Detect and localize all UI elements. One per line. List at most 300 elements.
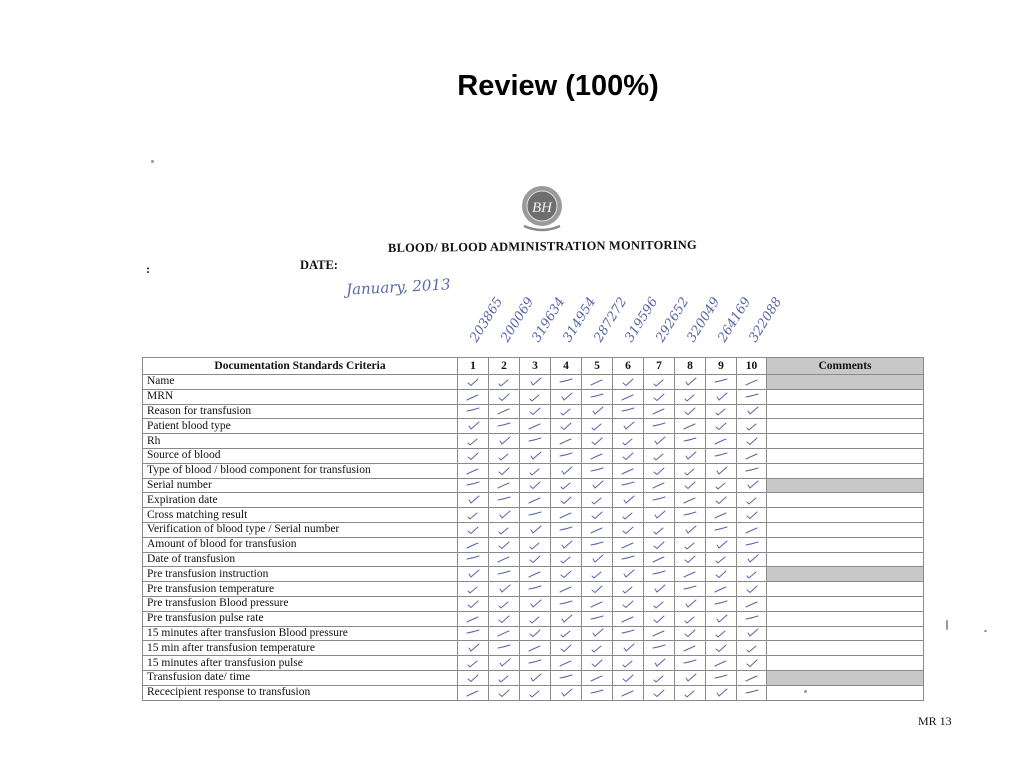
check-cell — [489, 478, 520, 493]
check-mark-icon — [589, 642, 605, 654]
check-cell — [613, 596, 644, 611]
check-cell — [706, 656, 737, 671]
check-cell — [706, 626, 737, 641]
check-mark-icon — [496, 553, 512, 565]
check-cell — [644, 508, 675, 523]
check-mark-icon — [465, 598, 481, 610]
criteria-label: 15 minutes after transfusion pulse — [143, 656, 458, 671]
check-mark-icon — [527, 376, 543, 388]
table-header-row — [143, 358, 924, 375]
check-mark-icon — [682, 627, 698, 639]
comment-cell — [767, 389, 924, 404]
check-mark-icon — [682, 687, 698, 699]
check-mark-icon — [651, 376, 667, 388]
check-mark-icon — [651, 450, 667, 462]
check-mark-icon — [558, 627, 574, 639]
table-row — [143, 508, 924, 523]
check-cell — [706, 611, 737, 626]
comment-cell — [767, 434, 924, 449]
comment-cell — [767, 641, 924, 656]
check-mark-icon — [620, 583, 636, 595]
check-mark-icon — [744, 391, 760, 403]
check-mark-icon — [496, 405, 512, 417]
check-mark-icon — [527, 539, 543, 551]
check-cell — [644, 537, 675, 552]
table-row — [143, 419, 924, 434]
check-mark-icon — [527, 553, 543, 565]
check-cell — [551, 670, 582, 685]
comment-cell — [767, 463, 924, 478]
comment-cell — [767, 596, 924, 611]
check-cell — [644, 404, 675, 419]
check-mark-icon — [713, 613, 729, 625]
check-mark-icon — [744, 598, 760, 610]
comment-cell — [767, 582, 924, 597]
comment-cell — [767, 478, 924, 493]
check-cell — [675, 611, 706, 626]
criteria-label: Reason for transfusion — [143, 404, 458, 419]
check-mark-icon — [589, 627, 605, 639]
check-cell — [551, 685, 582, 700]
check-mark-icon — [589, 494, 605, 506]
table-body — [143, 375, 924, 701]
check-mark-icon — [744, 524, 760, 536]
criteria-label: Date of transfusion — [143, 552, 458, 567]
check-mark-icon — [682, 672, 698, 684]
check-cell — [551, 611, 582, 626]
check-cell — [458, 567, 489, 582]
check-mark-icon — [713, 391, 729, 403]
check-cell — [520, 567, 551, 582]
check-cell — [706, 582, 737, 597]
check-mark-icon — [558, 450, 574, 462]
check-mark-icon — [620, 613, 636, 625]
check-mark-icon — [713, 553, 729, 565]
check-cell — [706, 404, 737, 419]
check-cell — [644, 448, 675, 463]
check-mark-icon — [744, 553, 760, 565]
check-cell — [489, 404, 520, 419]
check-mark-icon — [496, 657, 512, 669]
footer-code: MR 13 — [918, 714, 952, 728]
criteria-label: 15 min after transfusion temperature — [143, 641, 458, 656]
check-cell — [582, 596, 613, 611]
check-mark-icon — [465, 465, 481, 477]
check-mark-icon — [465, 494, 481, 506]
check-mark-icon — [682, 435, 698, 447]
check-mark-icon — [465, 627, 481, 639]
check-mark-icon — [651, 672, 667, 684]
check-mark-icon — [465, 583, 481, 595]
check-mark-icon — [620, 465, 636, 477]
comment-cell — [767, 404, 924, 419]
check-mark-icon — [558, 435, 574, 447]
check-mark-icon — [496, 391, 512, 403]
check-cell — [613, 375, 644, 390]
check-mark-icon — [589, 553, 605, 565]
table-row — [143, 493, 924, 508]
check-cell — [489, 596, 520, 611]
mrn-label: 314954 — [560, 294, 600, 345]
column-number: 6 — [613, 358, 644, 375]
check-cell — [551, 375, 582, 390]
check-mark-icon — [682, 583, 698, 595]
check-mark-icon — [558, 568, 574, 580]
check-mark-icon — [744, 539, 760, 551]
check-mark-icon — [713, 494, 729, 506]
check-cell — [520, 493, 551, 508]
check-mark-icon — [589, 524, 605, 536]
check-cell — [737, 508, 767, 523]
comments-header: Comments — [767, 358, 924, 375]
table-row — [143, 552, 924, 567]
check-mark-icon — [465, 420, 481, 432]
check-mark-icon — [558, 391, 574, 403]
table-row — [143, 463, 924, 478]
check-cell — [675, 537, 706, 552]
check-cell — [706, 419, 737, 434]
check-mark-icon — [651, 524, 667, 536]
check-mark-icon — [496, 568, 512, 580]
check-mark-icon — [682, 391, 698, 403]
check-mark-icon — [589, 450, 605, 462]
check-cell — [520, 448, 551, 463]
check-cell — [582, 582, 613, 597]
check-cell — [675, 389, 706, 404]
check-cell — [458, 641, 489, 656]
check-cell — [706, 670, 737, 685]
check-cell — [706, 508, 737, 523]
check-cell — [520, 434, 551, 449]
check-cell — [613, 389, 644, 404]
check-mark-icon — [651, 435, 667, 447]
check-mark-icon — [465, 642, 481, 654]
check-cell — [458, 537, 489, 552]
check-mark-icon — [682, 509, 698, 521]
check-cell — [644, 419, 675, 434]
check-cell — [489, 611, 520, 626]
check-mark-icon — [589, 465, 605, 477]
form-title: BLOOD/ BLOOD ADMINISTRATION MONITORING — [387, 237, 697, 255]
check-cell — [706, 448, 737, 463]
check-mark-icon — [682, 494, 698, 506]
check-mark-icon — [620, 450, 636, 462]
check-mark-icon — [682, 376, 698, 388]
mrn-label: 292652 — [653, 294, 693, 345]
check-cell — [520, 596, 551, 611]
check-mark-icon — [558, 376, 574, 388]
check-cell — [551, 448, 582, 463]
check-mark-icon — [682, 405, 698, 417]
check-cell — [613, 448, 644, 463]
check-mark-icon — [620, 435, 636, 447]
check-cell — [737, 389, 767, 404]
check-cell — [675, 552, 706, 567]
check-mark-icon — [620, 687, 636, 699]
check-cell — [458, 522, 489, 537]
criteria-label: Pre transfusion pulse rate — [143, 611, 458, 626]
check-mark-icon — [527, 657, 543, 669]
check-mark-icon — [713, 376, 729, 388]
check-mark-icon — [558, 509, 574, 521]
scan-speck — [804, 690, 807, 693]
check-mark-icon — [465, 687, 481, 699]
check-mark-icon — [496, 435, 512, 447]
check-mark-icon — [620, 539, 636, 551]
check-cell — [520, 478, 551, 493]
check-cell — [489, 375, 520, 390]
check-mark-icon — [589, 405, 605, 417]
check-cell — [644, 434, 675, 449]
check-mark-icon — [465, 405, 481, 417]
check-mark-icon — [682, 465, 698, 477]
comment-cell — [767, 670, 924, 685]
check-cell — [706, 389, 737, 404]
check-cell — [520, 656, 551, 671]
check-mark-icon — [651, 420, 667, 432]
check-cell — [582, 552, 613, 567]
check-mark-icon — [744, 420, 760, 432]
check-cell — [644, 478, 675, 493]
check-mark-icon — [496, 420, 512, 432]
check-cell — [520, 685, 551, 700]
mrn-label: 287272 — [591, 294, 631, 345]
table-row — [143, 596, 924, 611]
check-mark-icon — [558, 479, 574, 491]
check-cell — [458, 434, 489, 449]
check-cell — [644, 463, 675, 478]
check-mark-icon — [651, 568, 667, 580]
check-mark-icon — [496, 642, 512, 654]
check-mark-icon — [744, 687, 760, 699]
check-mark-icon — [527, 642, 543, 654]
check-mark-icon — [589, 420, 605, 432]
criteria-label: Cross matching result — [143, 508, 458, 523]
check-cell — [582, 434, 613, 449]
check-cell — [675, 463, 706, 478]
check-mark-icon — [465, 672, 481, 684]
check-mark-icon — [744, 465, 760, 477]
check-cell — [582, 448, 613, 463]
check-mark-icon — [620, 642, 636, 654]
check-mark-icon — [713, 568, 729, 580]
check-mark-icon — [713, 479, 729, 491]
check-cell — [458, 611, 489, 626]
mrn-label: 322088 — [746, 294, 786, 345]
criteria-label: Patient blood type — [143, 419, 458, 434]
check-cell — [737, 596, 767, 611]
logo-initials: BH — [532, 200, 552, 216]
check-cell — [737, 552, 767, 567]
check-cell — [520, 522, 551, 537]
check-cell — [675, 508, 706, 523]
check-cell — [675, 375, 706, 390]
check-cell — [582, 685, 613, 700]
comment-cell — [767, 522, 924, 537]
column-number: 8 — [675, 358, 706, 375]
check-cell — [489, 463, 520, 478]
check-mark-icon — [682, 420, 698, 432]
check-cell — [675, 493, 706, 508]
criteria-label: Name — [143, 375, 458, 390]
check-mark-icon — [713, 509, 729, 521]
check-mark-icon — [620, 553, 636, 565]
check-mark-icon — [620, 420, 636, 432]
check-cell — [582, 404, 613, 419]
check-mark-icon — [651, 642, 667, 654]
date-label: DATE: — [300, 258, 338, 272]
check-cell — [737, 419, 767, 434]
check-mark-icon — [651, 598, 667, 610]
check-mark-icon — [651, 509, 667, 521]
check-cell — [675, 656, 706, 671]
mrn-label: 320049 — [684, 294, 724, 345]
check-cell — [489, 537, 520, 552]
check-cell — [489, 434, 520, 449]
mrn-label: 319634 — [529, 294, 569, 345]
check-cell — [737, 611, 767, 626]
check-cell — [675, 582, 706, 597]
check-mark-icon — [682, 657, 698, 669]
check-mark-icon — [744, 479, 760, 491]
check-cell — [706, 463, 737, 478]
check-mark-icon — [527, 465, 543, 477]
mrn-label: 319596 — [622, 294, 662, 345]
check-cell — [551, 404, 582, 419]
check-cell — [644, 375, 675, 390]
comment-cell — [767, 448, 924, 463]
check-cell — [706, 434, 737, 449]
comment-cell — [767, 552, 924, 567]
check-cell — [520, 670, 551, 685]
check-mark-icon — [620, 494, 636, 506]
check-mark-icon — [744, 376, 760, 388]
check-cell — [737, 670, 767, 685]
check-cell — [737, 404, 767, 419]
check-mark-icon — [620, 405, 636, 417]
check-mark-icon — [682, 450, 698, 462]
check-cell — [520, 582, 551, 597]
check-mark-icon — [589, 435, 605, 447]
check-mark-icon — [527, 494, 543, 506]
check-mark-icon — [496, 598, 512, 610]
comment-cell — [767, 567, 924, 582]
check-cell — [644, 656, 675, 671]
check-cell — [582, 478, 613, 493]
table-row — [143, 626, 924, 641]
check-cell — [458, 596, 489, 611]
check-mark-icon — [496, 672, 512, 684]
check-mark-icon — [496, 524, 512, 536]
check-cell — [737, 582, 767, 597]
comment-cell — [767, 375, 924, 390]
check-mark-icon — [682, 553, 698, 565]
check-mark-icon — [558, 583, 574, 595]
check-cell — [489, 508, 520, 523]
check-mark-icon — [496, 494, 512, 506]
check-cell — [458, 448, 489, 463]
check-cell — [582, 670, 613, 685]
check-cell — [458, 508, 489, 523]
check-cell — [520, 641, 551, 656]
check-mark-icon — [620, 568, 636, 580]
check-cell — [489, 448, 520, 463]
check-mark-icon — [682, 479, 698, 491]
check-mark-icon — [620, 627, 636, 639]
check-cell — [582, 567, 613, 582]
check-mark-icon — [713, 405, 729, 417]
check-cell — [737, 656, 767, 671]
table-row — [143, 478, 924, 493]
check-cell — [644, 522, 675, 537]
check-mark-icon — [527, 598, 543, 610]
check-cell — [737, 567, 767, 582]
check-cell — [551, 582, 582, 597]
criteria-table — [142, 357, 924, 701]
check-cell — [613, 611, 644, 626]
check-cell — [675, 434, 706, 449]
check-cell — [489, 493, 520, 508]
check-mark-icon — [496, 376, 512, 388]
check-mark-icon — [713, 598, 729, 610]
check-mark-icon — [558, 598, 574, 610]
mrn-label: 203865 — [467, 294, 507, 345]
check-cell — [675, 670, 706, 685]
check-cell — [489, 582, 520, 597]
comment-cell — [767, 508, 924, 523]
criteria-label: Source of blood — [143, 448, 458, 463]
check-cell — [737, 626, 767, 641]
check-cell — [551, 478, 582, 493]
check-mark-icon — [620, 376, 636, 388]
check-mark-icon — [651, 465, 667, 477]
check-cell — [520, 552, 551, 567]
check-cell — [706, 685, 737, 700]
check-mark-icon — [713, 627, 729, 639]
check-cell — [551, 656, 582, 671]
check-cell — [613, 419, 644, 434]
table-row — [143, 375, 924, 390]
check-mark-icon — [682, 539, 698, 551]
check-cell — [644, 582, 675, 597]
check-mark-icon — [465, 524, 481, 536]
check-mark-icon — [558, 420, 574, 432]
table-row — [143, 656, 924, 671]
check-mark-icon — [744, 627, 760, 639]
check-cell — [489, 419, 520, 434]
check-mark-icon — [651, 405, 667, 417]
check-cell — [520, 463, 551, 478]
check-mark-icon — [527, 524, 543, 536]
check-mark-icon — [620, 598, 636, 610]
check-mark-icon — [713, 465, 729, 477]
check-cell — [489, 626, 520, 641]
check-cell — [551, 552, 582, 567]
check-mark-icon — [465, 539, 481, 551]
check-cell — [737, 537, 767, 552]
check-cell — [520, 404, 551, 419]
check-cell — [489, 670, 520, 685]
scan-speck — [984, 630, 987, 632]
check-mark-icon — [558, 465, 574, 477]
check-cell — [551, 567, 582, 582]
check-mark-icon — [496, 687, 512, 699]
check-cell — [706, 478, 737, 493]
check-mark-icon — [620, 672, 636, 684]
check-mark-icon — [744, 672, 760, 684]
check-mark-icon — [651, 687, 667, 699]
table-row — [143, 389, 924, 404]
